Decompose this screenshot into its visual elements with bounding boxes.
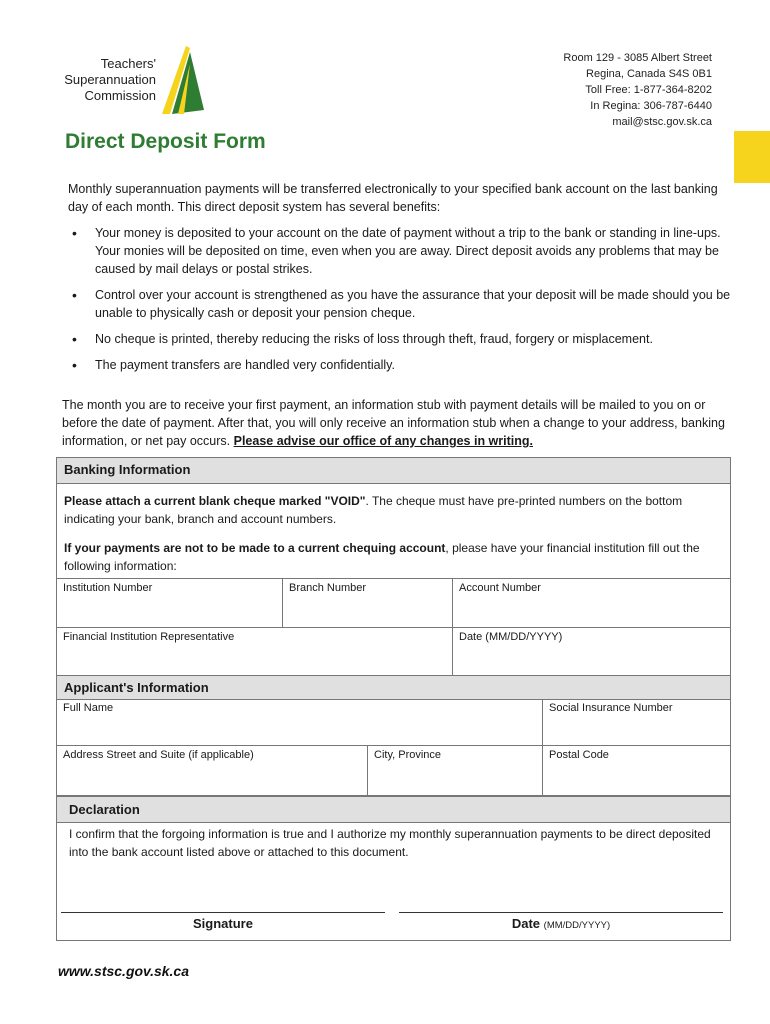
website-link[interactable]: www.stsc.gov.sk.ca <box>58 963 189 979</box>
account-number-label: Account Number <box>459 582 541 594</box>
postal-code-field[interactable] <box>543 746 730 796</box>
logo-text <box>52 56 156 104</box>
side-tab-marker <box>734 131 770 183</box>
sin-label: Social Insurance Number <box>549 702 673 714</box>
declaration-date-word: Date <box>511 916 541 931</box>
benefits-list <box>68 224 732 382</box>
sin-field[interactable] <box>543 699 730 746</box>
full-name-field[interactable] <box>57 699 543 746</box>
stsc-logo <box>52 40 212 120</box>
contact-address <box>563 50 712 130</box>
direct-deposit-form <box>56 457 731 941</box>
logo-leaf-icon <box>160 44 206 116</box>
address-street-field[interactable] <box>57 746 368 796</box>
address-email: mail@stsc.gov.sk.ca <box>612 116 712 128</box>
address-street-label: Address Street and Suite (if applicable) <box>63 749 254 761</box>
institution-representative-label: Financial Institution Representative <box>63 631 235 643</box>
logo-line-1: Teachers' <box>100 56 156 71</box>
account-number-field[interactable] <box>453 578 730 628</box>
page-title: Direct Deposit Form <box>65 130 266 153</box>
banking-note-void-bold: Please attach a current blank cheque marked "VOID" <box>64 494 366 508</box>
signature-line[interactable] <box>61 912 385 913</box>
banking-section-heading: Banking Information <box>57 458 730 484</box>
benefit-item: • Your money is deposited to your account on the date of payment without a trip to the bank or standing in line-ups. Your monies will be deposited on time, even when you are away. Direct deposit avoids any problems that may be caused by mail delays or postal strikes. <box>68 224 732 278</box>
banking-note-chequing <box>64 539 726 575</box>
banking-note-chequing-bold: If your payments are not to be made to a current chequing account <box>64 541 446 555</box>
city-province-label: City, Province <box>374 749 442 761</box>
date-line[interactable] <box>399 912 723 913</box>
branch-number-field[interactable] <box>283 578 453 628</box>
benefit-item: • Control over your account is strengthened as you have the assurance that your deposit will be made should you be unable to physically cash or deposit your pension cheque. <box>68 286 732 322</box>
address-line-3: Toll Free: 1-877-364-8202 <box>585 84 712 96</box>
benefit-item: • No cheque is printed, thereby reducing the risks of loss through theft, fraud, forgery or misplacement. <box>68 330 732 348</box>
banking-note-chequing-rest: , please have your financial institution fill out the following information: <box>64 541 700 573</box>
branch-number-label: Branch Number <box>289 582 367 594</box>
applicant-section-heading: Applicant's Information <box>57 675 730 700</box>
declaration-date-label <box>399 916 723 931</box>
city-province-field[interactable] <box>368 746 543 796</box>
institution-representative-field[interactable] <box>57 628 453 676</box>
payment-info-paragraph <box>62 396 730 450</box>
banking-note-void-rest: . The cheque must have pre-printed numbers on the bottom indicating your bank, branch and account numbers. <box>64 494 683 526</box>
banking-date-field[interactable] <box>453 628 730 676</box>
benefit-item: • The payment transfers are handled very confidentially. <box>68 356 732 374</box>
institution-number-label: Institution Number <box>63 582 153 594</box>
logo-line-2: Superannuation <box>64 72 156 87</box>
institution-number-field[interactable] <box>57 578 283 628</box>
postal-code-label: Postal Code <box>549 749 609 761</box>
address-line-2: Regina, Canada S4S 0B1 <box>586 68 712 80</box>
address-line-4: In Regina: 306-787-6440 <box>590 100 712 112</box>
address-line-1: Room 129 - 3085 Albert Street <box>563 52 712 64</box>
intro-paragraph: Monthly superannuation payments will be transferred electronically to your specified bank account on the last banking day of each month. This direct deposit system has several benefits: <box>68 182 718 214</box>
banking-date-label: Date (MM/DD/YYYY) <box>459 631 563 643</box>
payment-info-emphasis: Please advise our office of any changes in writing. <box>233 434 533 448</box>
declaration-section-heading: Declaration <box>57 796 730 823</box>
logo-line-3: Commission <box>84 88 156 103</box>
payment-info-text: The month you are to receive your first payment, an information stub with payment details will be mailed to you on or before the date of payment. After that, you will only receive an information stub when a change to your address, banking information, or net pay occurs. <box>62 398 725 448</box>
declaration-date-format: (MM/DD/YYYY) <box>543 920 611 931</box>
banking-note-void <box>64 492 726 528</box>
declaration-text: I confirm that the forgoing information is true and I authorize my monthly superannuation payments to be direct deposited into the bank account listed above or attached to this document. <box>69 827 711 859</box>
signature-label: Signature <box>193 916 253 931</box>
full-name-label: Full Name <box>63 702 114 714</box>
